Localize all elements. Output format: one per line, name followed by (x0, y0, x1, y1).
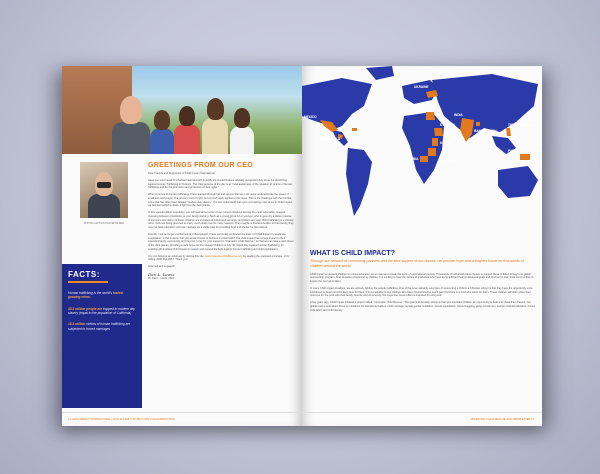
map-label: EGYPT (414, 107, 425, 111)
map-label: PAPUA NEW GUINEA (508, 149, 541, 153)
map-label: HAITI (350, 123, 359, 127)
ceo-portrait-photo (80, 162, 128, 218)
ceo-signature: Dan L. Lewis (148, 271, 175, 277)
fact-item: Human trafficking is the world's fastest growing crime. (68, 291, 124, 300)
map-highlight-haiti (352, 128, 357, 131)
about-lead: Through our network of community partners and the kind support of our donors, we provide hope and a brighter future for thousands of children around the world. (310, 259, 524, 268)
about-heading: WHAT IS CHILD IMPACT? (310, 250, 395, 257)
map-label: BANGLADESH (474, 129, 497, 133)
left-page-footer: 2 | CHILD IMPACT INTERNATIONAL | (423) 910-0667 | PO BOX 0000 | CHILDIMPACT.ORG (62, 412, 302, 426)
ceo-with-children-photo (62, 66, 302, 154)
ceo-letter (148, 162, 294, 284)
ceo-letter-heading: GREETINGS FROM OUR CEO (148, 162, 253, 169)
fact-item: 15.4 million victims of human trafficking are subjected to forced marriages (68, 322, 131, 331)
map-label: UKRAINE (414, 85, 429, 89)
ceo-letter-closing: You can become an advocate by visiting this site: www.OperationChildRescue.org. by reading the enclosed envelope, or by calling (423) 910-0667. Thank you! (148, 254, 290, 262)
facts-box (62, 264, 142, 408)
right-page-footer: OPERATION CHILD RESCUE 2022 NEWSLETTER | 3 (302, 412, 542, 426)
facts-title: FACTS: (68, 270, 100, 279)
about-paragraph: A few years ago, Child Impact initiated a project called, "Operation Child Rescue." The goal is to develop solutions that give exploited children an opportunity to heal and share their dreams. Our global rescue operations focus on initiatives for abandoned babies, child marriage, female genital mutilation, sexual exploitation, forced begging, gang recruitment, orphan institutionalization, forced child labor, and child slavery. (310, 301, 535, 312)
map-highlight-zambia (420, 156, 428, 162)
map-australia (498, 166, 538, 198)
map-label: INDIA (454, 113, 463, 117)
map-highlight-india (460, 118, 474, 142)
map-highlight-ethiopia (434, 128, 443, 136)
map-label: TANZANIA (438, 159, 455, 163)
photo-caption: PHOTO CAPTION PLACEHOLDER (84, 222, 124, 225)
map-highlight-philippines (506, 128, 511, 136)
ceo-letter-paragraph: When it comes to human trafficking, I have learned through life and service that we must never underestimate the power of small acts and prayer. The primary "root of right, out of mind" aptly applies to this issue. This is the challenge with the horrible crime that has often been labeled "modern-day slavery." You can understand that upon uncovering most of us, in Child Impact, we feel compelled to share a light into the dark places. (148, 193, 293, 208)
ceo-letter-paragraph: In this special edition newsletter, you will read about some of our current initiatives serving the most vulnerable. Imagine choosing between prostitution or your family starving. Such as a young girl at 12 or younger, who is given by a distant relative to someone she does not know. Children are included as indentured servants, and others are sold. Child trafficking is a cultural norm. Girls are being groomed to marry much older men for many reasons. They may be a financial burden to their family; they may not have education and see marriage as a viable plan for providing food and shelter for themselves. (148, 211, 294, 229)
ceo-letter-paragraph: Friends, I am no longer uninformed and disengaged. I have personally embraced the vision of Child Impact to, eradicate exploitation. Is this a vision that you would choose to become involved with? Our child impact has a huge impact to their extended family, community, and beyond. I pray for your support in "Operation Child Rescue," so that we can take a step closer to the dark places, providing a safe home for the rescued children to July 30, World Day Against Human Trafficking, for enabling gift enables Child Impact to sustain and expand the fight against human trafficking and child exploitation. (148, 232, 294, 251)
map-label: ZAMBIA (406, 157, 419, 161)
brochure-spread (62, 66, 542, 426)
about-section (310, 250, 536, 315)
advocate-link[interactable]: www.OperationChildRescue.org (205, 254, 242, 258)
map-label: ETHIOPIA (440, 123, 456, 127)
map-highlight-bangladesh (476, 122, 480, 126)
map-south-america (346, 148, 372, 216)
about-paragraph: In many Child Impact locations, we are actively fighting the people trafficking. One of the most valuable outcomes of sponsoring a child in a Christian school is that they have the opportunity to be introduced to Jesus and His deep love for them. It is remarkable to see children who have experienced so much pain find there is a God who cares for them. These children will often share their new love for the Lord with their family, friends, and community. The hope that Jesus offers is intended for everyone! (310, 286, 533, 298)
right-page (302, 66, 542, 426)
map-greenland (366, 66, 394, 80)
left-page (62, 66, 302, 426)
map-label: GUATEMALA (320, 137, 341, 141)
map-highlight-kenya (432, 138, 438, 146)
map-label: MEXICO (304, 115, 317, 119)
fact-item: 40.3 million people are trapped in modern day slavery (equal to the population of California) (68, 306, 135, 315)
map-label: THE PHILIPPINES (508, 123, 536, 127)
ceo-signer: Dr. Dan L. Lewis, CEO (148, 276, 175, 280)
facts-accent-bar (68, 281, 108, 283)
map-highlight-egypt (426, 112, 435, 120)
world-map (302, 66, 542, 256)
map-highlight-tanzania (428, 148, 436, 156)
map-africa (402, 112, 444, 184)
ceo-letter-salutation: Dear Friends and Supporters of Child Impact International, (148, 172, 216, 175)
map-label: KENYA (440, 141, 451, 145)
ceo-letter-paragraph: Have you ever heard of Inhabitat International? In 2015, the United Nations officially recognized July 30 as the World Day Against Human Trafficking in Persons. The chief purpose of the day is to "raise awareness of the situation of victims of human trafficking and for the promotion and protection of their rights." (148, 178, 293, 190)
map-north-america (302, 78, 372, 130)
about-paragraph: Child Impact empowers children to pursue education as an avenue to break the cycle of generational poverty. Thousands of individuals have chosen to support these children through our global sponsorship program. After decades of sponsoring children, it is exciting to hear the stories of graduates who have accomplished their professional goals and returned to their local communities to inspire the next generation. (310, 272, 534, 284)
ceo-signoff: Informed and engaged! (148, 265, 175, 268)
map-highlight-papua-new-guinea (520, 154, 530, 160)
